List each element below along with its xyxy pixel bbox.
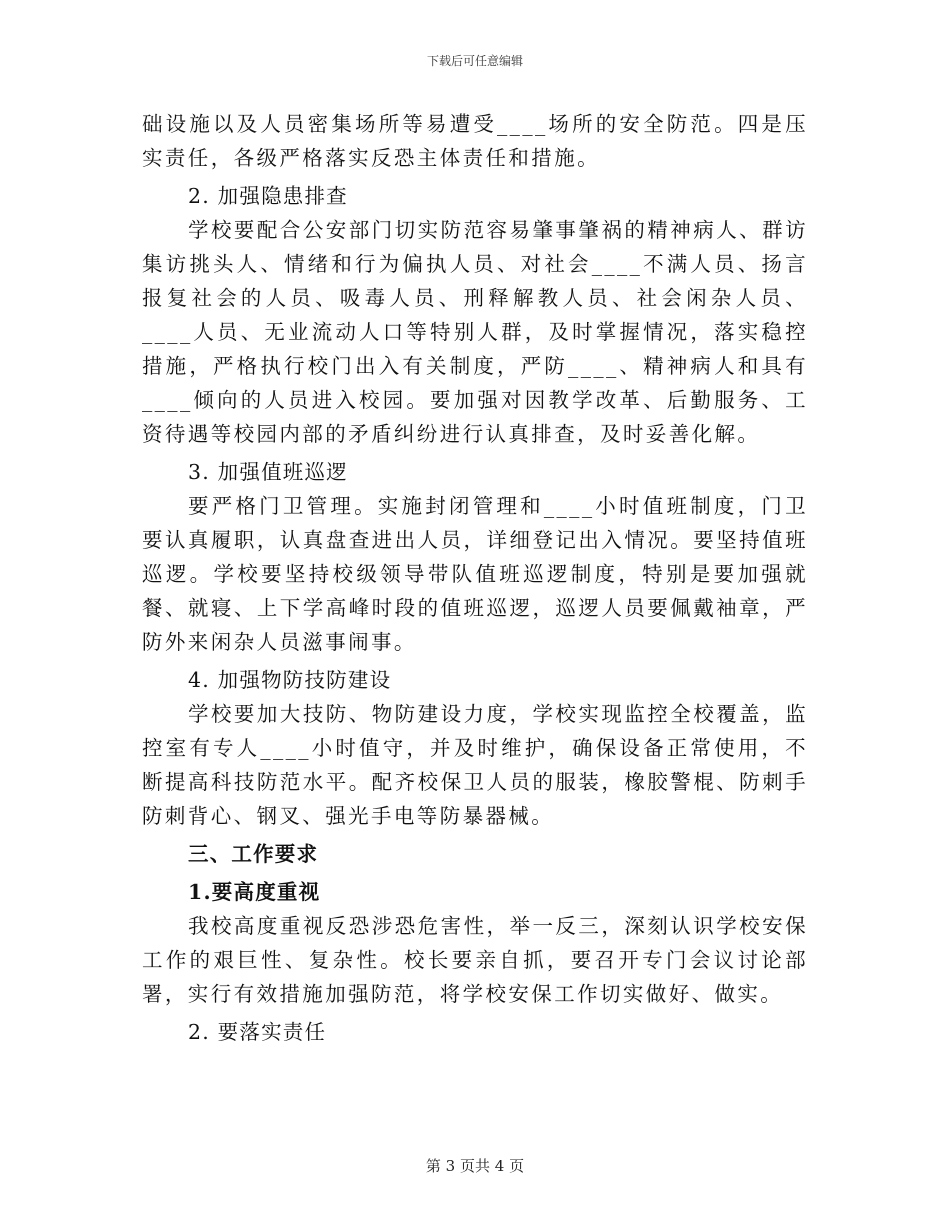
paragraph-physical-tech-defense: 学校要加大技防、物防建设力度，学校实现监控全校覆盖，监控室有专人____小时值守，并及时维护，确保设备正常使用，不断提高科技防范水平。配齐校保卫人员的服装，橡胶警棍、防刺手防刺背心、钢叉、强光手电等防暴器械。	[142, 702, 808, 828]
subheading-duty-patrol: 3. 加强值班巡逻	[188, 460, 348, 484]
page-header: 下载后可任意编辑	[426, 54, 523, 68]
subheading-attach-importance: 1.要高度重视	[188, 880, 321, 904]
subheading-implement-responsibility: 2. 要落实责任	[188, 1020, 327, 1044]
subheading-hazard-check: 2. 加强隐患排查	[188, 184, 348, 208]
paragraph-attach-importance: 我校高度重视反恐涉恐危害性，举一反三，深刻认识学校安保工作的艰巨性、复杂性。校长要亲自抓，要召开专门会议讨论部署，实行有效措施加强防范，将学校安保工作切实做好、做实。	[142, 914, 808, 1006]
paragraph-hazard-check: 学校要配合公安部门切实防范容易肇事肇祸的精神病人、群访集访挑头人、情绪和行为偏执人员、对社会____不满人员、扬言报复社会的人员、吸毒人员、刑释解教人员、社会闲杂人员、____人员、无业流动人口等特别人群，及时掌握情况，落实稳控措施，严格执行校门出入有关制度，严防____、精神病人和具有____倾向的人员进入校园。要加强对因教学改革、后勤服务、工资待遇等校园内部的矛盾纠纷进行认真排查，及时妥善化解。	[142, 218, 808, 446]
section-heading-work-requirements: 三、工作要求	[188, 842, 319, 866]
paragraph-duty-patrol: 要严格门卫管理。实施封闭管理和____小时值班制度，门卫要认真履职，认真盘查进出人员，详细登记出入情况。要坚持值班巡逻。学校要坚持校级领导带队值班巡逻制度，特别是要加强就餐、就寝、上下学高峰时段的值班巡逻，巡逻人员要佩戴袖章，严防外来闲杂人员滋事闹事。	[142, 494, 808, 654]
subheading-physical-tech-defense: 4. 加强物防技防建设	[188, 668, 392, 692]
page-footer: 第 3 页共 4 页	[425, 1157, 525, 1175]
document-body	[142, 107, 808, 1049]
paragraph-continuation: 础设施以及人员密集场所等易遭受____场所的安全防范。四是压实责任，各级严格落实反恐主体责任和措施。	[142, 112, 808, 170]
